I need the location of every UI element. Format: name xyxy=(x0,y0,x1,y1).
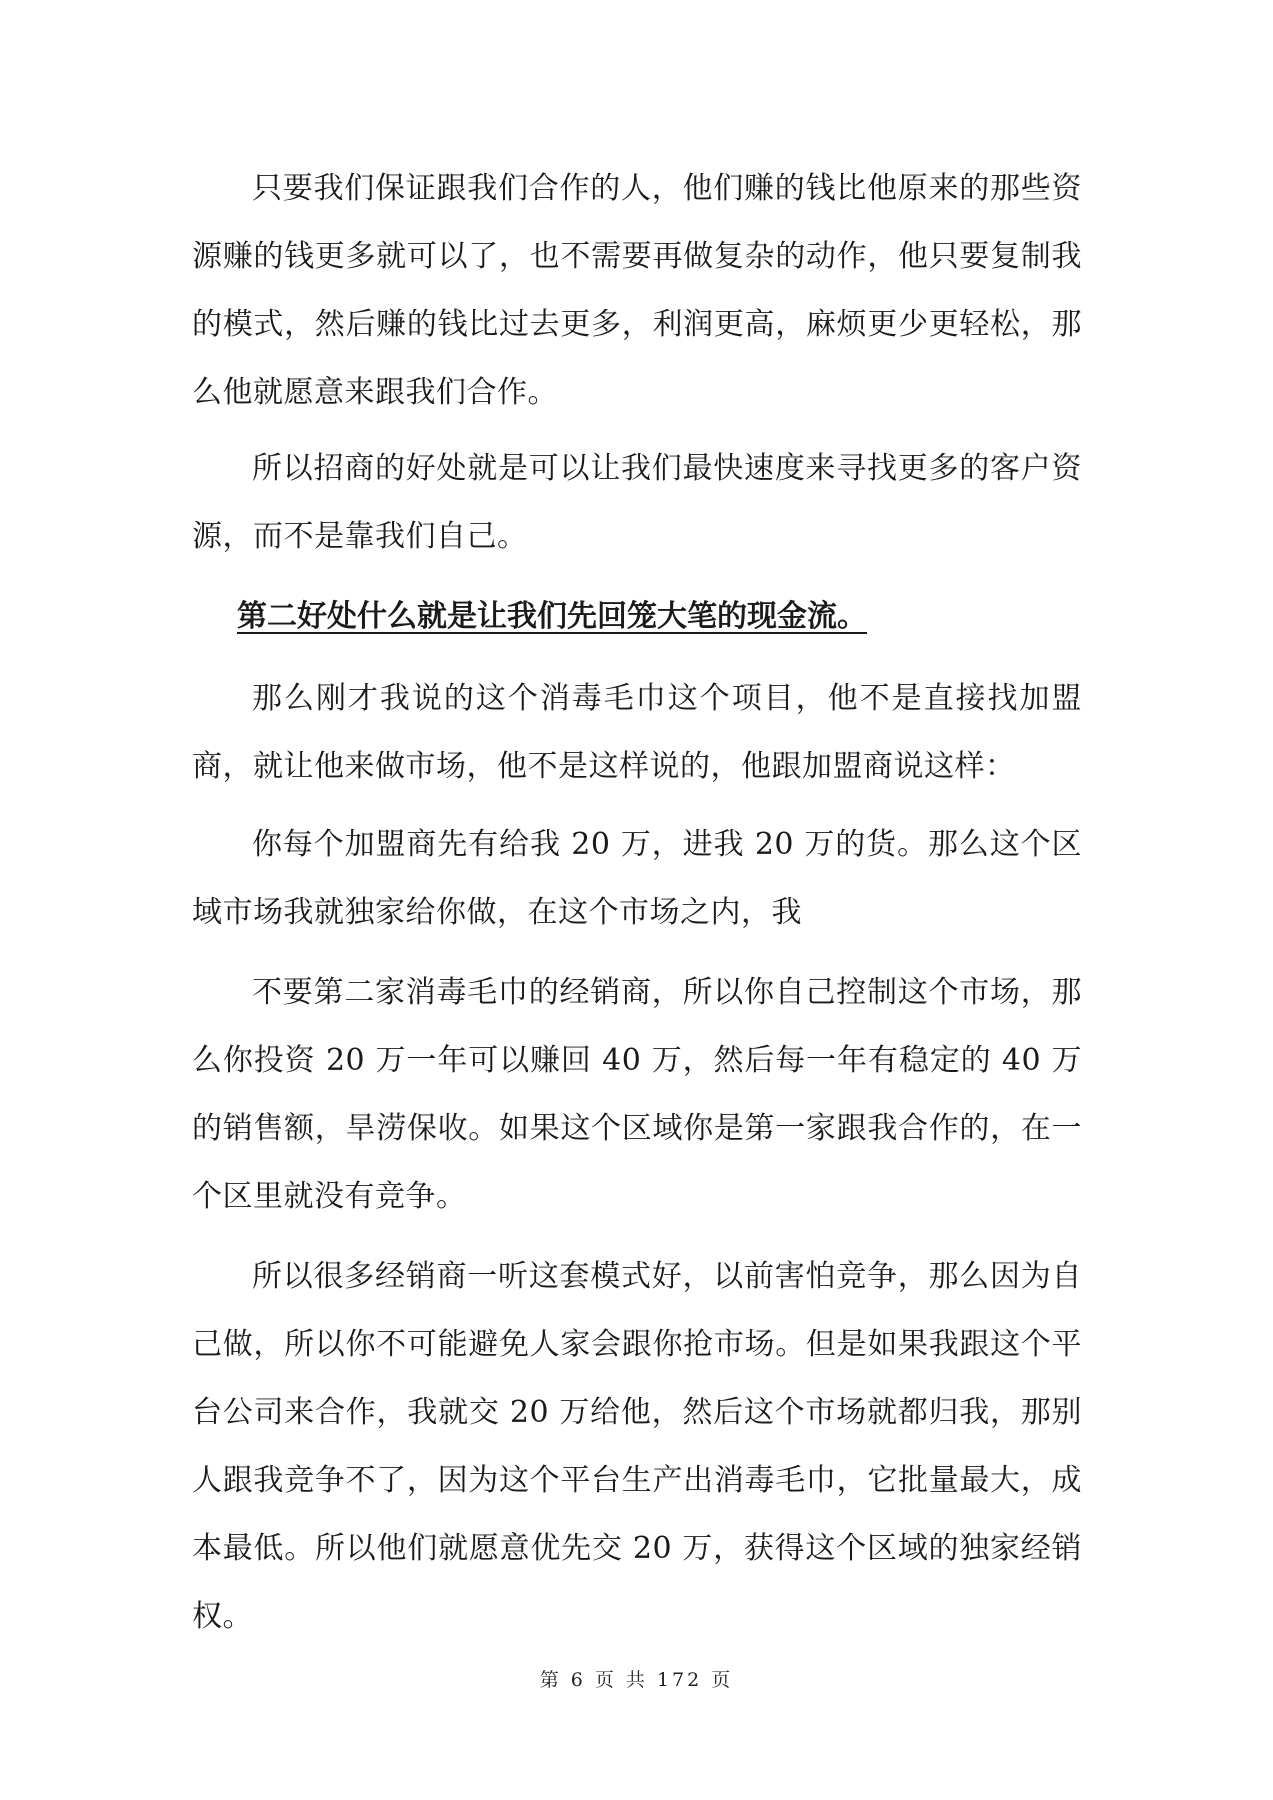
paragraph-2: 所以招商的好处就是可以让我们最快速度来寻找更多的客户资源，而不是靠我们自己。 xyxy=(192,451,1082,554)
paragraph-3: 那么刚才我说的这个消毒毛巾这个项目，他不是直接找加盟商，就让他来做市场，他不是这样说的，他跟加盟商说这样： xyxy=(192,681,1082,784)
page-number-footer: 第 6 页 共 172 页 xyxy=(539,1669,734,1691)
paragraph-4: 你每个加盟商先有给我 20 万，进我 20 万的货。那么这个区域市场我就独家给你做，在这个市场之内，我 xyxy=(192,827,1082,930)
paragraph-1: 只要我们保证跟我们合作的人，他们赚的钱比他原来的那些资源赚的钱更多就可以了，也不需要再做复杂的动作，他只要复制我的模式，然后赚的钱比过去更多，利润更高，麻烦更少更轻松，那么他就愿意来跟我们合作。 xyxy=(192,171,1082,410)
section-heading: 第二好处什么就是让我们先回笼大笔的现金流。 xyxy=(237,599,867,634)
paragraph-5: 不要第二家消毒毛巾的经销商，所以你自己控制这个市场，那么你投资 20 万一年可以赚回 40 万，然后每一年有稳定的 40 万的销售额，旱涝保收。如果这个区域你是第一家跟我合作的，在一个区里就没有竞争。 xyxy=(192,975,1082,1214)
paragraph-6: 所以很多经销商一听这套模式好，以前害怕竞争，那么因为自己做，所以你不可能避免人家会跟你抢市场。但是如果我跟这个平台公司来合作，我就交 20 万给他，然后这个市场就都归我，那别人跟我竞争不了，因为这个平台生产出消毒毛巾，它批量最大，成本最低。所以他们就愿意优先交 20 万，获得这个区域的独家经销权。 xyxy=(192,1259,1082,1634)
document-body xyxy=(192,155,1082,1663)
